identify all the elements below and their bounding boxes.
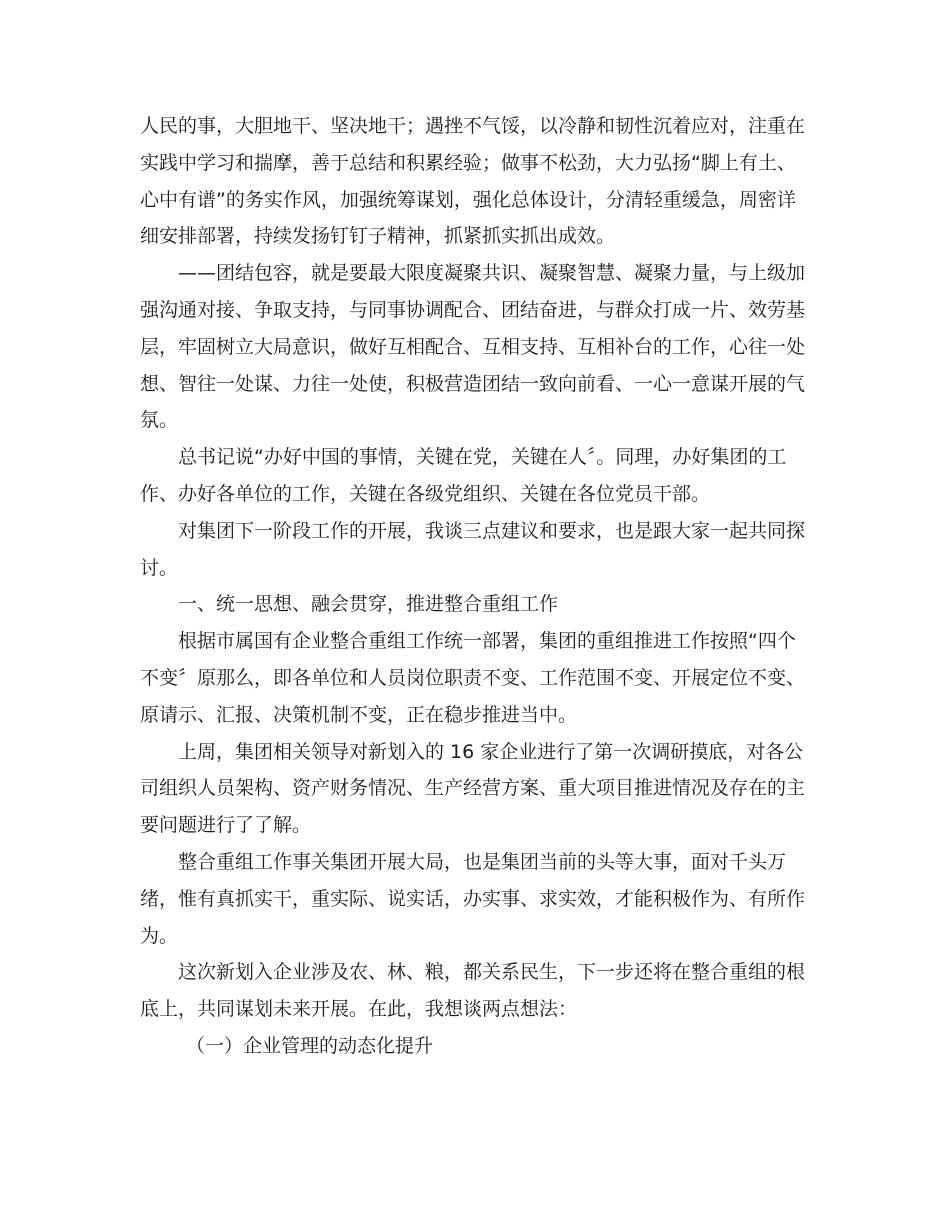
paragraph-three-suggestions: 对集团下一阶段工作的开展，我谈三点建议和要求，也是跟大家一起共同探讨。: [140, 519, 806, 579]
paragraph-last-week-survey: 上周，集团相关领导对新划入的 16 家企业进行了第一次调研摸底，对各公司组织人员架构、资产财务情况、生产经营方案、重大项目推进情况及存在的主要问题进行了了解。: [140, 740, 806, 837]
paragraph-restructuring-deployment: 根据市属国有企业整合重组工作统一部署，集团的重组推进工作按照“四个不变〞原那么，即各单位和人员岗位职责不变、工作范围不变、开展定位不变、原请示、汇报、决策机制不变，正在稳步推进当中。: [140, 630, 806, 726]
subsection-heading-one: （一）企业管理的动态化提升: [186, 1034, 434, 1057]
paragraph-restructuring-importance: 整合重组工作事关集团开展大局，也是集团当前的头等大事，面对千头万绪，惟有真抓实干，重实际、说实话，办实事、求实效，才能积极作为、有所作为。: [140, 850, 806, 947]
section-heading-one: 一、统一思想、融会贯穿，推进整合重组工作: [178, 593, 559, 616]
paragraph-new-enterprises: 这次新划入企业涉及农、林、粮，都关系民生，下一步还将在整合重组的根底上，共同谋划未来开展。在此，我想谈两点想法：: [140, 961, 806, 1021]
paragraph-unity-inclusion: ——团结包容，就是要最大限度凝聚共识、凝聚智慧、凝聚力量，与上级加强沟通对接、争取支持，与同事协调配合、团结奋进，与群众打成一片、效劳基层，牢固树立大局意识，做好互相配合、互相支持、互相补台的工作，心往一处想、智往一处谋、力往一处使，积极营造团结一致向前看、一心一意谋开展的气氛。: [140, 262, 806, 432]
paragraph-continuation: 人民的事，大胆地干、坚决地干；遇挫不气馁，以冷静和韧性沉着应对，注重在实践中学习和揣摩，善于总结和积累经验；做事不松劲，大力弘扬“脚上有土、心中有谱”的务实作风，加强统筹谋划，强化总体设计，分清轻重缓急，周密详细安排部署，持续发扬钉钉子精神，抓紧抓实抓出成效。: [140, 115, 806, 248]
paragraph-general-secretary-quote: 总书记说“办好中国的事情，关键在党，关键在人〞。同理，办好集团的工作、办好各单位的工作，关键在各级党组织、关键在各位党员干部。: [140, 446, 787, 505]
document-body: [140, 108, 808, 1065]
